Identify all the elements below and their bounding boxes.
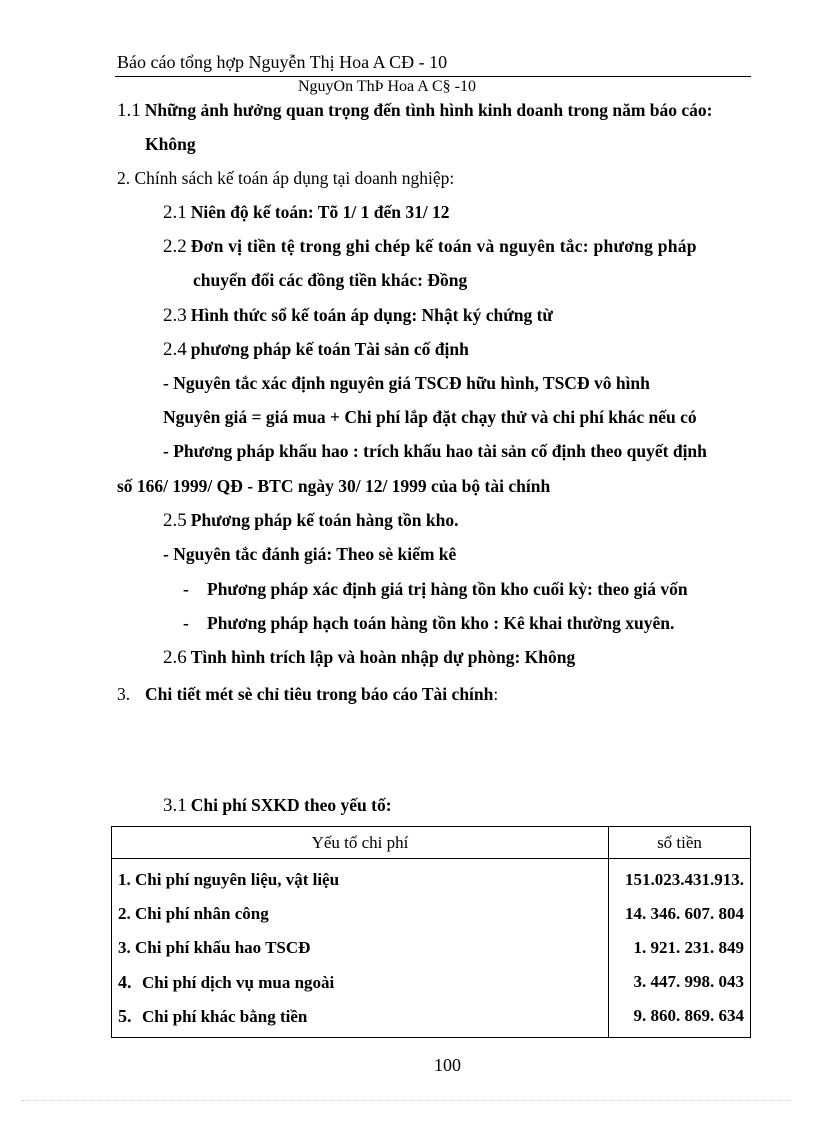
section-1-1: [117, 100, 712, 122]
section-number: 3.: [117, 684, 131, 704]
section-2-1: [163, 202, 450, 224]
section-2-5-bullet-2: [183, 613, 674, 634]
amount-cell: 14. 346. 607. 804: [609, 897, 751, 931]
amount-cell: 1. 921. 231. 849: [609, 931, 751, 965]
section-text: Chi phí SXKD theo yếu tố:: [190, 795, 392, 815]
bullet-text: Phương pháp xác định giá trị hàng tồn kho cuối kỳ: theo giá vốn: [207, 579, 688, 599]
amount-cell: 3. 447. 998. 043: [609, 965, 751, 999]
row-label: Chi phí nhân công: [135, 904, 269, 923]
section-heading: Những ảnh hưởng quan trọng đến tình hình kinh doanh trong năm báo cáo:: [144, 100, 713, 120]
bullet-text: Phương pháp hạch toán hàng tồn kho : Kê khai thường xuyên.: [207, 613, 675, 633]
section-text: Chi tiết mét sè chỉ tiêu trong báo cáo Tài chính: [145, 684, 494, 704]
section-number: 2.3: [163, 305, 187, 326]
section-2-4-decision: số 166/ 1999/ QĐ - BTC ngày 30/ 12/ 1999 của bộ tài chính: [117, 476, 551, 496]
section-3-heading: [117, 684, 498, 705]
section-2-4-principle: - Nguyên tắc xác định nguyên giá TSCĐ hữu hình, TSCĐ vô hình: [163, 373, 650, 393]
table-row: [112, 897, 751, 931]
section-2-2: [163, 236, 697, 258]
cost-element-cell: [112, 859, 609, 898]
section-number: 2.1: [163, 202, 187, 223]
section-2-5-valuation: - Nguyên tắc đánh giá: Theo sè kiểm kê: [163, 544, 457, 564]
row-number: 3.: [118, 938, 131, 957]
section-number: 2.5: [163, 510, 187, 531]
row-number: 2.: [118, 904, 131, 923]
cost-element-cell: [112, 965, 609, 999]
section-number: 2.2: [163, 236, 187, 257]
cost-element-cell: [112, 897, 609, 931]
row-number: 4.: [118, 971, 132, 992]
amount-cell: 151.023.431.913.: [609, 859, 751, 898]
section-2-4-formula: Nguyên giá = giá mua + Chi phí lắp đặt chạy thử và chi phí khác nếu có: [163, 407, 697, 427]
page-number: 100: [434, 1055, 461, 1075]
section-colon: :: [493, 684, 499, 704]
column-header-amount: số tiền: [609, 827, 751, 859]
section-2-5: [163, 510, 458, 532]
section-2-2-continuation: chuyển đổi các đồng tiền khác: Đồng: [193, 270, 468, 290]
header-title: Báo cáo tổng hợp Nguyễn Thị Hoa A CĐ - 10: [117, 52, 448, 72]
table-row: [112, 859, 751, 898]
row-number: 1.: [118, 870, 131, 889]
section-2-6: [163, 647, 575, 669]
header-rule: [115, 76, 751, 77]
column-header-cost-element: Yếu tố chi phí: [112, 827, 609, 859]
table-header-row: [112, 827, 751, 859]
table-row: [112, 999, 751, 1038]
section-3-1: [163, 795, 392, 817]
section-2-3: [163, 305, 553, 327]
bullet-dash: -: [183, 579, 189, 599]
bullet-dash: -: [183, 613, 189, 633]
section-1-1-value: Không: [145, 134, 196, 154]
amount-cell: 9. 860. 869. 634: [609, 999, 751, 1038]
section-2-5-bullet-1: [183, 579, 688, 600]
row-label: Chi phí dịch vụ mua ngoài: [142, 972, 335, 992]
cost-element-cell: [112, 999, 609, 1038]
section-2-4-depreciation: - Phương pháp khấu hao : trích khấu hao tài sản cố định theo quyết định: [163, 441, 707, 461]
section-number: 2.4: [163, 339, 187, 360]
section-text: Hình thức sổ kế toán áp dụng: Nhật ký chứng từ: [190, 305, 553, 325]
row-label: Chi phí khác bằng tiền: [142, 1006, 308, 1026]
cost-table: [111, 826, 751, 1038]
section-text: phương pháp kế toán Tài sản cố định: [190, 339, 469, 359]
page-bottom-divider: [22, 1100, 792, 1101]
header-subtitle: NguyOn ThÞ Hoa A C§ -10: [298, 78, 476, 95]
section-text: Tình hình trích lập và hoàn nhập dự phòng: Không: [190, 647, 576, 667]
row-label: Chi phí nguyên liệu, vật liệu: [135, 870, 340, 889]
section-number: 3.1: [163, 795, 187, 816]
row-number: 5.: [118, 1005, 132, 1026]
section-text: Niên độ kế toán: Tõ 1/ 1 đến 31/ 12: [190, 202, 450, 222]
section-2-heading: 2. Chính sách kế toán áp dụng tại doanh nghiệp:: [117, 168, 455, 188]
section-number: 1.1: [117, 100, 141, 121]
section-text: Đơn vị tiền tệ trong ghi chép kế toán và nguyên tắc: phương pháp: [190, 236, 697, 256]
cost-element-cell: [112, 931, 609, 965]
table-row: [112, 965, 751, 999]
row-label: Chi phí khấu hao TSCĐ: [135, 938, 311, 957]
section-text: Phương pháp kế toán hàng tồn kho.: [190, 510, 459, 530]
section-number: 2.6: [163, 647, 187, 668]
section-2-4: [163, 339, 469, 361]
table-row: [112, 931, 751, 965]
